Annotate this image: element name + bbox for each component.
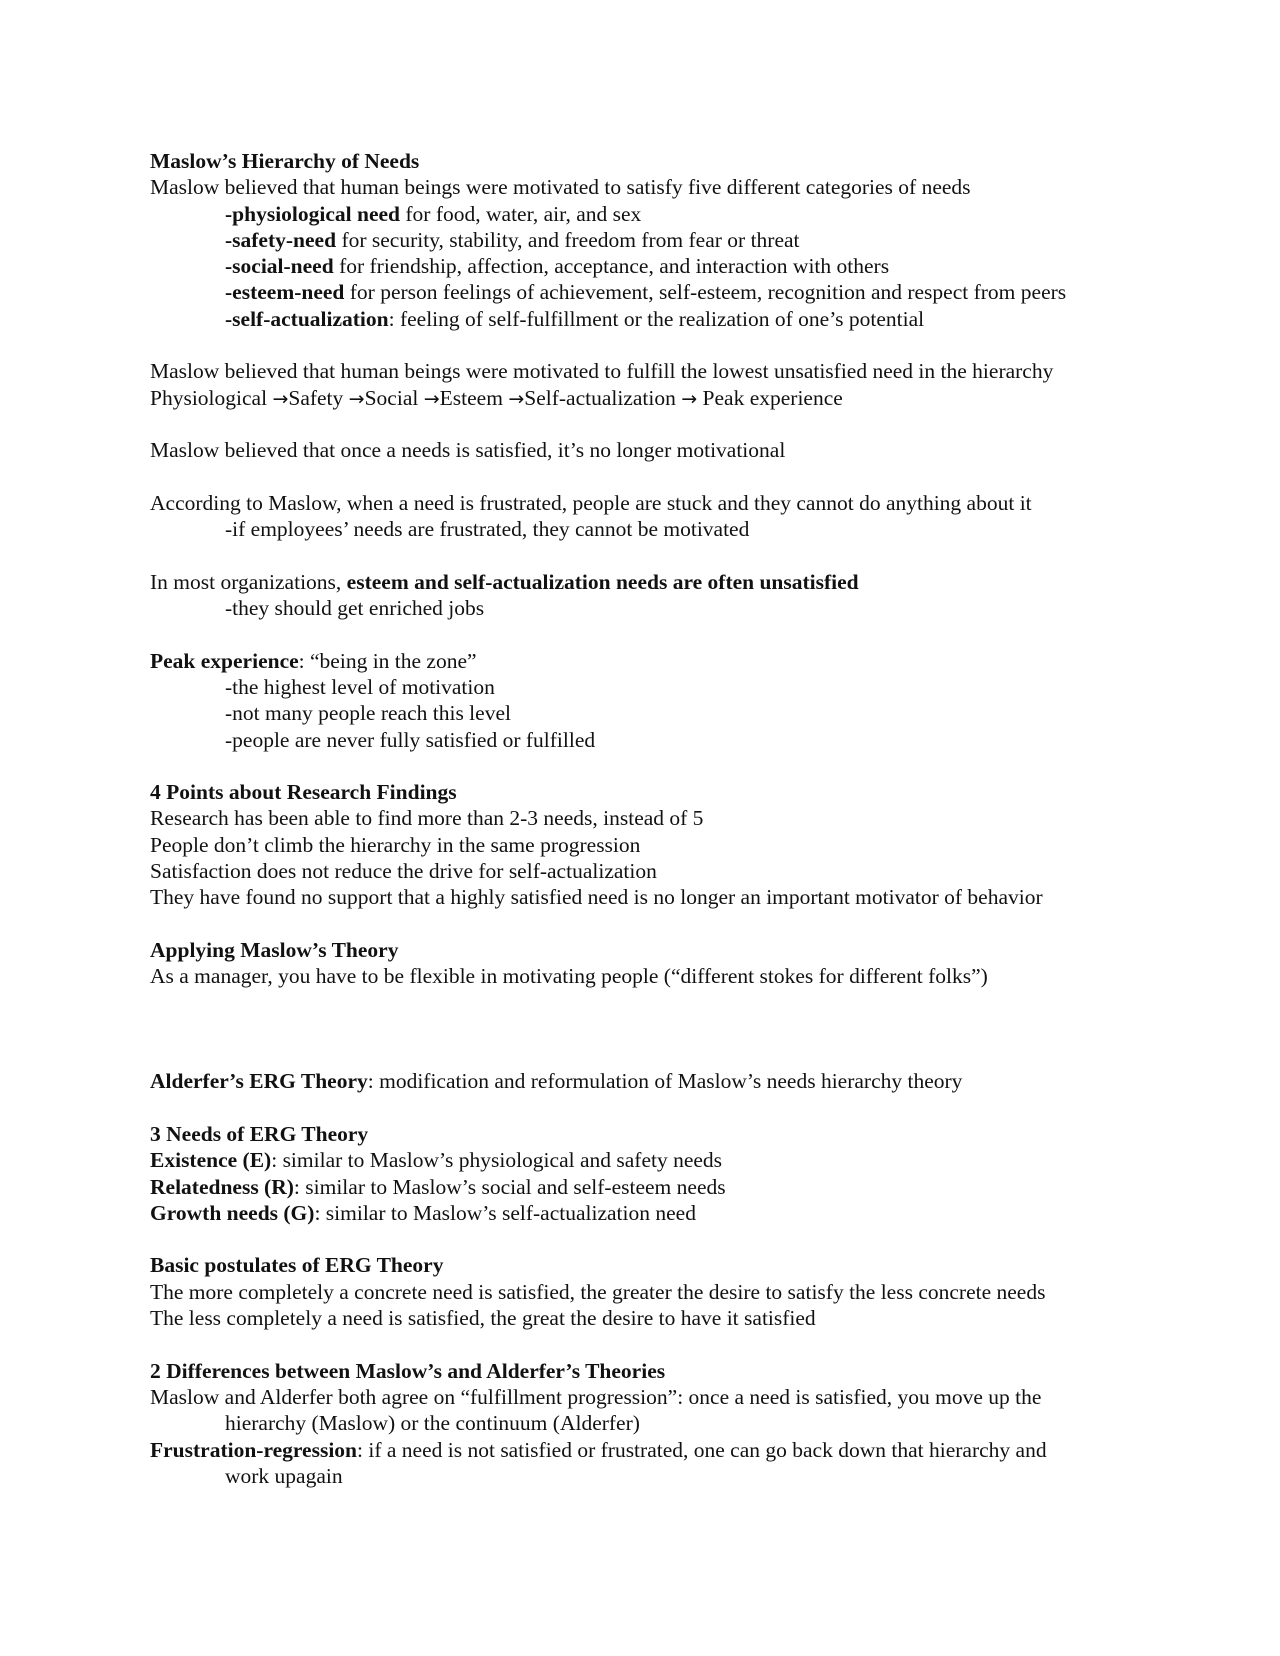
arrow-right-icon: →	[423, 387, 440, 410]
erg-definition: Alderfer’s ERG Theory: modification and reformulation of Maslow’s needs hierarchy theory	[150, 1069, 963, 1094]
difference-item: Maslow and Alderfer both agree on “fulfillment progression”: once a need is satisfied, you move up the	[150, 1384, 1042, 1409]
section-title-research: 4 Points about Research Findings	[150, 780, 457, 805]
peak-experience-definition: Peak experience: “being in the zone”	[150, 648, 477, 673]
erg-need-item: Relatedness (R): similar to Maslow’s social and self-esteem needs	[150, 1174, 726, 1199]
section-title-applying: Applying Maslow’s Theory	[150, 937, 399, 962]
organizations-subpoint: -they should get enriched jobs	[225, 596, 485, 621]
difference-continuation: work upagain	[225, 1463, 343, 1488]
difference-continuation: hierarchy (Maslow) or the continuum (Alderfer)	[225, 1411, 640, 1436]
arrow-right-icon: →	[272, 387, 289, 410]
research-point: Satisfaction does not reduce the drive for self-actualization	[150, 859, 657, 884]
research-point: They have found no support that a highly satisfied need is no longer an important motivator of behavior	[150, 885, 1043, 910]
section-title-erg-needs: 3 Needs of ERG Theory	[150, 1121, 369, 1146]
section-title-differences: 2 Differences between Maslow’s and Alderfer’s Theories	[150, 1358, 666, 1383]
maslow-intro: Maslow believed that human beings were motivated to satisfy five different categories of needs	[150, 175, 971, 200]
section-title-erg-postulates: Basic postulates of ERG Theory	[150, 1253, 444, 1278]
peak-point: -not many people reach this level	[225, 701, 511, 726]
arrow-right-icon: →	[348, 387, 365, 410]
peak-point: -the highest level of motivation	[225, 674, 495, 699]
frustrated-subpoint: -if employees’ needs are frustrated, they cannot be motivated	[225, 517, 750, 542]
section-title-maslow: Maslow’s Hierarchy of Needs	[150, 149, 420, 173]
need-item: -safety-need for security, stability, and freedom from fear or threat	[225, 227, 800, 252]
document-body	[150, 148, 1150, 1489]
satisfied-text: Maslow believed that once a needs is satisfied, it’s no longer motivational	[150, 438, 786, 463]
need-item: -self-actualization: feeling of self-fulfillment or the realization of one’s potential	[225, 306, 925, 331]
difference-item: Frustration-regression: if a need is not satisfied or frustrated, one can go back down that hierarchy and	[150, 1437, 1047, 1462]
applying-text: As a manager, you have to be flexible in motivating people (“different stokes for different folks”)	[150, 964, 988, 989]
research-point: People don’t climb the hierarchy in the same progression	[150, 832, 641, 857]
research-point: Research has been able to find more than 2-3 needs, instead of 5	[150, 806, 704, 831]
need-item: -social-need for friendship, affection, acceptance, and interaction with others	[225, 254, 890, 279]
erg-need-item: Growth needs (G): similar to Maslow’s self-actualization need	[150, 1200, 696, 1225]
arrow-right-icon: →	[681, 387, 698, 410]
lowest-need-text: Maslow believed that human beings were motivated to fulfill the lowest unsatisfied need in the hierarchy	[150, 359, 1054, 384]
organizations-text: In most organizations, esteem and self-actualization needs are often unsatisfied	[150, 569, 859, 594]
need-item: -esteem-need for person feelings of achievement, self-esteem, recognition and respect from peers	[225, 280, 1067, 305]
arrow-right-icon: →	[508, 387, 525, 410]
peak-point: -people are never fully satisfied or fulfilled	[225, 727, 596, 752]
frustrated-text: According to Maslow, when a need is frustrated, people are stuck and they cannot do anything about it	[150, 490, 1032, 515]
postulate-item: The more completely a concrete need is satisfied, the greater the desire to satisfy the less concrete needs	[150, 1279, 1046, 1304]
hierarchy-progression: Physiological →Safety →Social →Esteem →Self-actualization → Peak experience	[150, 385, 843, 410]
need-item: -physiological need for food, water, air, and sex	[225, 201, 642, 226]
postulate-item: The less completely a need is satisfied, the great the desire to have it satisfied	[150, 1306, 816, 1331]
erg-need-item: Existence (E): similar to Maslow’s physiological and safety needs	[150, 1148, 723, 1173]
